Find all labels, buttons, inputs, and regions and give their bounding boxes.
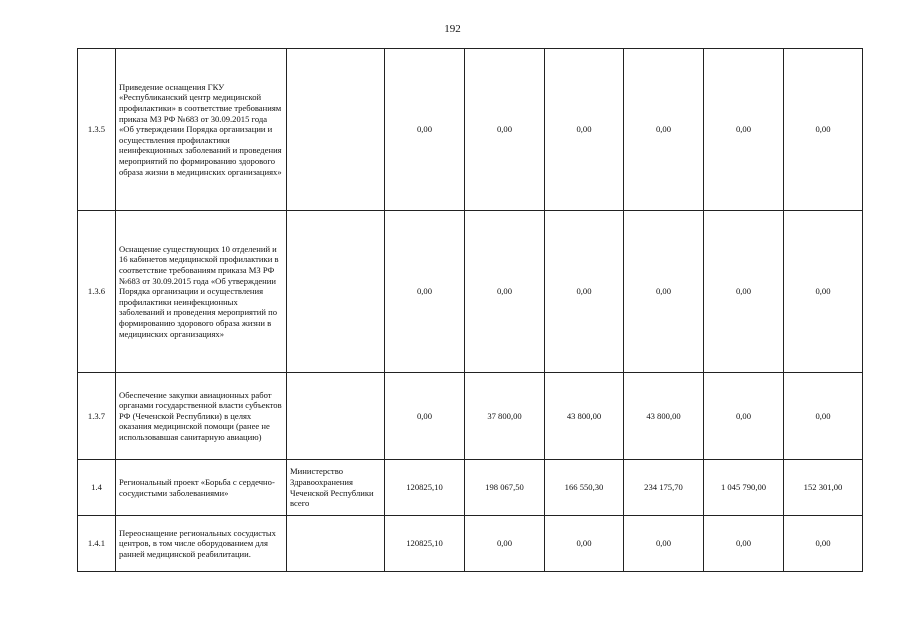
responsible-executor [287,516,385,572]
value-cell: 43 800,00 [545,373,624,460]
page-number: 192 [444,23,461,35]
budget-table [77,48,863,572]
activity-name: Приведение оснащения ГКУ «Республиканский центр медицинской профилактики» в соответствие требованиям приказа МЗ РФ №683 от 30.09.2015 года «Об утверждении Порядка организации и осуществления профилактики неинфекционных заболеваний и проведения мероприятий по формированию здорового образа жизни в медицинских организациях» [116,49,287,211]
value-cell: 0,00 [704,211,784,373]
table-row [78,460,863,516]
value-cell: 0,00 [624,516,704,572]
value-cell: 198 067,50 [465,460,545,516]
value-cell: 0,00 [704,49,784,211]
value-cell: 0,00 [385,373,465,460]
value-cell: 0,00 [465,516,545,572]
responsible-executor [287,211,385,373]
value-cell: 0,00 [784,516,863,572]
value-cell: 0,00 [624,49,704,211]
value-cell: 0,00 [385,211,465,373]
value-cell: 0,00 [465,211,545,373]
value-cell: 166 550,30 [545,460,624,516]
table-row [78,373,863,460]
value-cell: 43 800,00 [624,373,704,460]
value-cell: 0,00 [784,49,863,211]
activity-name: Переоснащение региональных сосудистых центров, в том числе оборудованием для ранней медицинской реабилитации. [116,516,287,572]
table-row [78,211,863,373]
row-number: 1.3.6 [78,211,116,373]
value-cell: 0,00 [704,516,784,572]
value-cell: 234 175,70 [624,460,704,516]
value-cell: 0,00 [704,373,784,460]
value-cell: 0,00 [545,49,624,211]
row-number: 1.3.5 [78,49,116,211]
value-cell: 0,00 [784,211,863,373]
responsible-executor [287,49,385,211]
responsible-executor: Министерство Здравоохранения Чеченской Республики всего [287,460,385,516]
table-row [78,49,863,211]
activity-name: Региональный проект «Борьба с сердечно-сосудистыми заболеваниями» [116,460,287,516]
activity-name: Обеспечение закупки авиационных работ органами государственной власти субъектов РФ (Чеченской Республики) в целях оказания медицинской помощи (ранее не использовавшая санитарную авиацию) [116,373,287,460]
value-cell: 152 301,00 [784,460,863,516]
responsible-executor [287,373,385,460]
value-cell: 0,00 [784,373,863,460]
table-row [78,516,863,572]
row-number: 1.3.7 [78,373,116,460]
value-cell: 37 800,00 [465,373,545,460]
value-cell: 120825,10 [385,516,465,572]
value-cell: 120825,10 [385,460,465,516]
value-cell: 0,00 [385,49,465,211]
value-cell: 0,00 [545,516,624,572]
value-cell: 1 045 790,00 [704,460,784,516]
row-number: 1.4.1 [78,516,116,572]
activity-name: Оснащение существующих 10 отделений и 16 кабинетов медицинской профилактики в соответствие требованиям приказа МЗ РФ №683 от 30.09.2015 года «Об утверждении Порядка организации и осуществления профилактики неинфекционных заболеваний и проведения мероприятий по формированию здорового образа жизни в медицинских организациях» [116,211,287,373]
row-number: 1.4 [78,460,116,516]
value-cell: 0,00 [465,49,545,211]
value-cell: 0,00 [545,211,624,373]
value-cell: 0,00 [624,211,704,373]
